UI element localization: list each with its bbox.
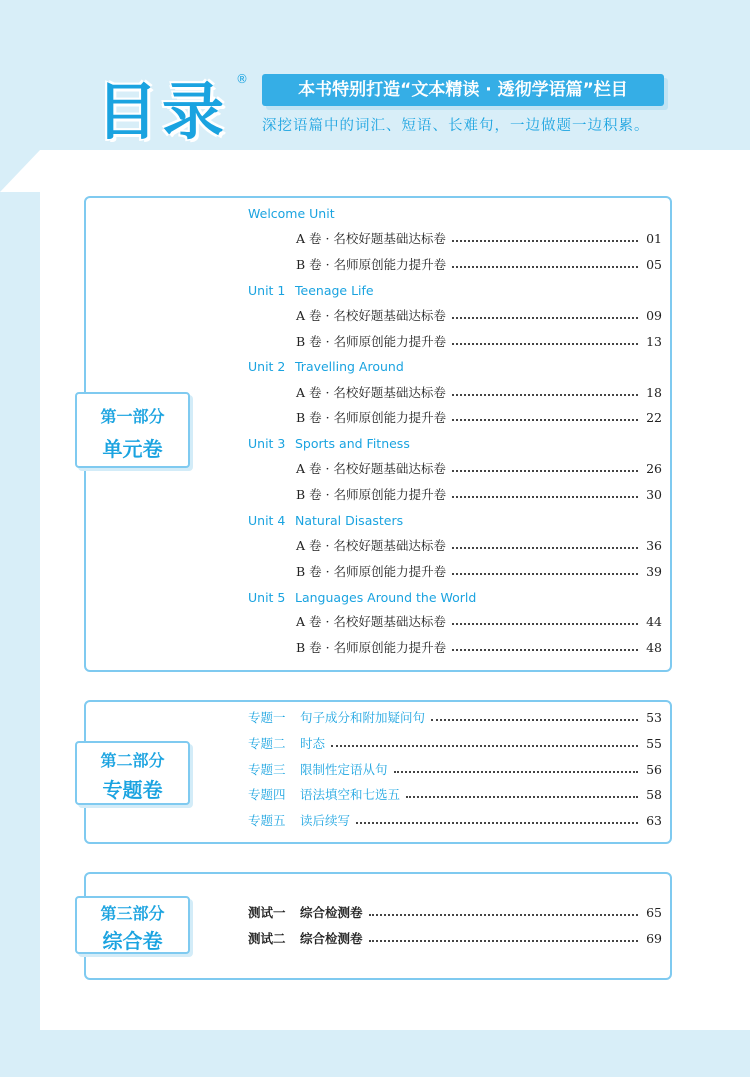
page-number: 30 bbox=[646, 487, 662, 502]
registered-mark: ® bbox=[236, 72, 248, 86]
leader-dots bbox=[452, 342, 638, 345]
topic-entry[interactable] bbox=[248, 733, 662, 755]
topic-title: 句子成分和附加疑问句 bbox=[300, 710, 426, 725]
toc-entry[interactable] bbox=[296, 484, 662, 506]
topic-title: 时态 bbox=[300, 736, 326, 751]
toc-entry[interactable] bbox=[296, 331, 662, 353]
topic-key: 专题二 bbox=[248, 736, 286, 751]
entry-label: B 卷 · 名师原创能力提升卷 bbox=[296, 564, 447, 579]
leader-dots bbox=[356, 821, 638, 824]
unit-number: Unit 1 bbox=[248, 283, 286, 298]
topic-entry[interactable] bbox=[248, 784, 662, 806]
page-number: 22 bbox=[646, 410, 662, 425]
unit-heading[interactable] bbox=[248, 203, 335, 225]
part2-tag bbox=[75, 741, 190, 805]
toc-entry[interactable] bbox=[296, 305, 662, 327]
part3-tag-line2: 综合卷 bbox=[102, 929, 163, 953]
unit-name: Sports and Fitness bbox=[295, 436, 410, 451]
unit-name: Teenage Life bbox=[295, 283, 374, 298]
leader-dots bbox=[406, 795, 638, 798]
page-number: 55 bbox=[646, 736, 662, 751]
topic-key: 专题四 bbox=[248, 787, 286, 802]
entry-label: A 卷 · 名校好题基础达标卷 bbox=[296, 614, 446, 629]
page-number: 13 bbox=[646, 334, 662, 349]
subtitle: 深挖语篇中的词汇、短语、长难句，一边做题一边积累。 bbox=[262, 118, 650, 134]
topic-entry[interactable] bbox=[248, 707, 662, 729]
toc-entry[interactable] bbox=[296, 561, 662, 583]
entry-label: A 卷 · 名校好题基础达标卷 bbox=[296, 461, 446, 476]
toc-entry[interactable] bbox=[296, 228, 662, 250]
topic-title: 语法填空和七选五 bbox=[300, 787, 401, 802]
part2-tag-line1: 第二部分 bbox=[100, 751, 165, 770]
unit-heading[interactable] bbox=[248, 587, 476, 609]
leader-dots bbox=[452, 239, 638, 242]
test-key: 测试一 bbox=[248, 905, 286, 920]
leader-dots bbox=[452, 546, 638, 549]
toc-entry[interactable] bbox=[296, 382, 662, 404]
entry-label: B 卷 · 名师原创能力提升卷 bbox=[296, 410, 447, 425]
leader-dots bbox=[394, 770, 638, 773]
toc-entry[interactable] bbox=[296, 637, 662, 659]
leader-dots bbox=[452, 495, 638, 498]
entry-label: A 卷 · 名校好题基础达标卷 bbox=[296, 308, 446, 323]
toc-entry[interactable] bbox=[296, 535, 662, 557]
leader-dots bbox=[369, 913, 638, 916]
toc-entry[interactable] bbox=[296, 611, 662, 633]
leader-dots bbox=[452, 393, 638, 396]
test-title: 综合检测卷 bbox=[300, 931, 363, 946]
page-number: 58 bbox=[646, 787, 662, 802]
unit-number: Unit 5 bbox=[248, 590, 286, 605]
page-title: 目录 bbox=[96, 75, 229, 148]
unit-heading[interactable] bbox=[248, 433, 410, 455]
part2-tag-line2: 专题卷 bbox=[102, 778, 163, 802]
page-number: 39 bbox=[646, 564, 662, 579]
toc-entry[interactable] bbox=[296, 458, 662, 480]
test-entry[interactable] bbox=[248, 928, 662, 950]
part1-tag bbox=[75, 392, 190, 468]
page-number: 44 bbox=[646, 614, 662, 629]
page-number: 56 bbox=[646, 762, 662, 777]
leader-dots bbox=[452, 418, 638, 421]
entry-label: A 卷 · 名校好题基础达标卷 bbox=[296, 385, 446, 400]
page-number: 01 bbox=[646, 231, 662, 246]
page-number: 65 bbox=[646, 905, 662, 920]
topic-title: 读后续写 bbox=[300, 813, 351, 828]
toc-entry[interactable] bbox=[296, 407, 662, 429]
topic-title: 限制性定语从句 bbox=[300, 762, 388, 777]
page-number: 63 bbox=[646, 813, 662, 828]
unit-number: Unit 3 bbox=[248, 436, 286, 451]
entry-label: A 卷 · 名校好题基础达标卷 bbox=[296, 538, 446, 553]
leader-dots bbox=[452, 265, 638, 268]
page-number: 05 bbox=[646, 257, 662, 272]
topic-key: 专题一 bbox=[248, 710, 286, 725]
topic-key: 专题五 bbox=[248, 813, 286, 828]
leader-dots bbox=[452, 572, 638, 575]
toc-entry[interactable] bbox=[296, 254, 662, 276]
page-number: 18 bbox=[646, 385, 662, 400]
test-key: 测试二 bbox=[248, 931, 286, 946]
test-title: 综合检测卷 bbox=[300, 905, 363, 920]
unit-heading[interactable] bbox=[248, 510, 403, 532]
leader-dots bbox=[452, 622, 638, 625]
test-entry[interactable] bbox=[248, 902, 662, 924]
unit-name: Welcome Unit bbox=[248, 206, 335, 221]
part1-tag-line2: 单元卷 bbox=[102, 437, 163, 461]
unit-name: Natural Disasters bbox=[295, 513, 404, 528]
unit-heading[interactable] bbox=[248, 280, 374, 302]
unit-heading[interactable] bbox=[248, 356, 404, 378]
part1-tag-line1: 第一部分 bbox=[100, 407, 165, 426]
leader-dots bbox=[431, 718, 638, 721]
topic-entry[interactable] bbox=[248, 759, 662, 781]
page-number: 09 bbox=[646, 308, 662, 323]
entry-label: B 卷 · 名师原创能力提升卷 bbox=[296, 334, 447, 349]
leader-dots bbox=[331, 744, 638, 747]
entry-label: B 卷 · 名师原创能力提升卷 bbox=[296, 257, 447, 272]
topic-entry[interactable] bbox=[248, 810, 662, 832]
leader-dots bbox=[452, 469, 638, 472]
feature-banner: 本书特别打造“文本精读 · 透彻学语篇”栏目 bbox=[262, 74, 664, 106]
page-number: 48 bbox=[646, 640, 662, 655]
page-number: 53 bbox=[646, 710, 662, 725]
entry-label: B 卷 · 名师原创能力提升卷 bbox=[296, 640, 447, 655]
page-number: 69 bbox=[646, 931, 662, 946]
entry-label: A 卷 · 名校好题基础达标卷 bbox=[296, 231, 446, 246]
unit-number: Unit 4 bbox=[248, 513, 286, 528]
leader-dots bbox=[452, 316, 638, 319]
bottom-band bbox=[0, 1030, 750, 1077]
unit-name: Travelling Around bbox=[295, 359, 404, 374]
unit-number: Unit 2 bbox=[248, 359, 286, 374]
leader-dots bbox=[369, 939, 638, 942]
entry-label: B 卷 · 名师原创能力提升卷 bbox=[296, 487, 447, 502]
part3-tag bbox=[75, 896, 190, 954]
leader-dots bbox=[452, 648, 638, 651]
unit-name: Languages Around the World bbox=[295, 590, 477, 605]
page-number: 26 bbox=[646, 461, 662, 476]
part3-tag-line1: 第三部分 bbox=[100, 904, 165, 923]
topic-key: 专题三 bbox=[248, 762, 286, 777]
page-number: 36 bbox=[646, 538, 662, 553]
